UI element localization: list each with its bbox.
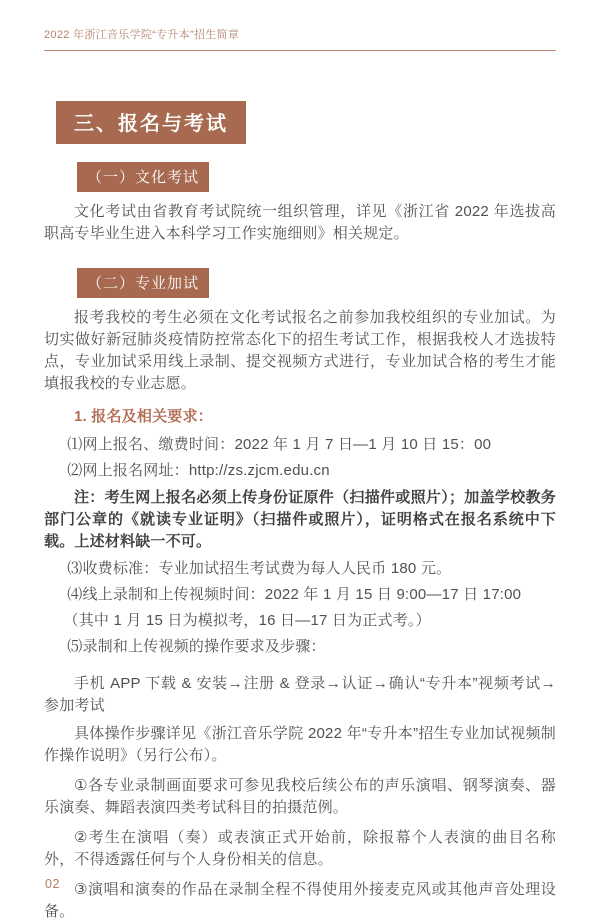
- item-recording-steps-heading: ⑸录制和上传视频的操作要求及步骤：: [67, 638, 326, 655]
- section-title-registration-and-exam: 三、报名与考试: [56, 101, 246, 144]
- item-video-upload-time-note: （其中 1 月 15 日为模拟考，16 日—17 日为正式考。）: [63, 612, 431, 629]
- paragraph-culture-exam: 文化考试由省教育考试院统一组织管理，详见《浙江省 2022 年选拔高职高专毕业生进入本科学习工作实施细则》相关规定。: [44, 203, 556, 242]
- paragraph-steps-detail-reference: 具体操作步骤详见《浙江音乐学院 2022 年“专升本”招生专业加试视频制作操作说明》（另行公布）。: [44, 725, 556, 764]
- note-upload-materials: 注：考生网上报名必须上传身份证原件（扫描件或照片）；加盖学校教务部门公章的《就读专业证明》（扫描件或照片），证明格式在报名系统中下载。上述材料缺一不可。: [44, 489, 556, 550]
- subsection-title-major-test: （二）专业加试: [77, 268, 209, 298]
- item-registration-website: ⑵网上报名网址：http://zs.zjcm.edu.cn: [67, 462, 330, 479]
- running-header-title: 2022 年浙江音乐学院“专升本”招生简章: [44, 29, 240, 41]
- requirement-recording-examples: ①各专业录制画面要求可参见我校后续公布的声乐演唱、钢琴演奏、器乐演奏、舞蹈表演四类考试科目的拍摄范例。: [44, 777, 556, 816]
- page-number: 02: [45, 877, 60, 891]
- item-video-upload-time: ⑷线上录制和上传视频时间：2022 年 1 月 15 日 9:00—17 日 17:00: [67, 586, 522, 603]
- subsection-title-culture-exam: （一）文化考试: [77, 162, 209, 192]
- document-body: [0, 51, 600, 923]
- paragraph-app-steps-flow: 手机 APP 下载 & 安装→注册 & 登录→认证→确认“专升本”视频考试→参加考试: [44, 675, 556, 714]
- item-fee-standard: ⑶收费标准：专业加试招生考试费为每人人民币 180 元。: [67, 560, 452, 577]
- list-heading-registration-requirements: 1. 报名及相关要求：: [74, 408, 213, 425]
- requirement-no-identity-info: ②考生在演唱（奏）或表演正式开始前，除报幕个人表演的曲目名称外，不得透露任何与个人身份相关的信息。: [44, 829, 556, 868]
- requirement-no-external-microphone: ③演唱和演奏的作品在录制全程不得使用外接麦克风或其他声音处理设备。: [44, 881, 556, 920]
- document-header: [0, 0, 600, 51]
- item-online-registration-time: ⑴网上报名、缴费时间：2022 年 1 月 7 日—1 月 10 日 15：00: [67, 436, 492, 453]
- paragraph-major-test-intro: 报考我校的考生必须在文化考试报名之前参加我校组织的专业加试。为切实做好新冠肺炎疫情防控常态化下的招生考试工作，根据我校人才选拔特点，专业加试采用线上录制、提交视频方式进行，专业加试合格的考生才能填报我校的专业志愿。: [44, 309, 556, 392]
